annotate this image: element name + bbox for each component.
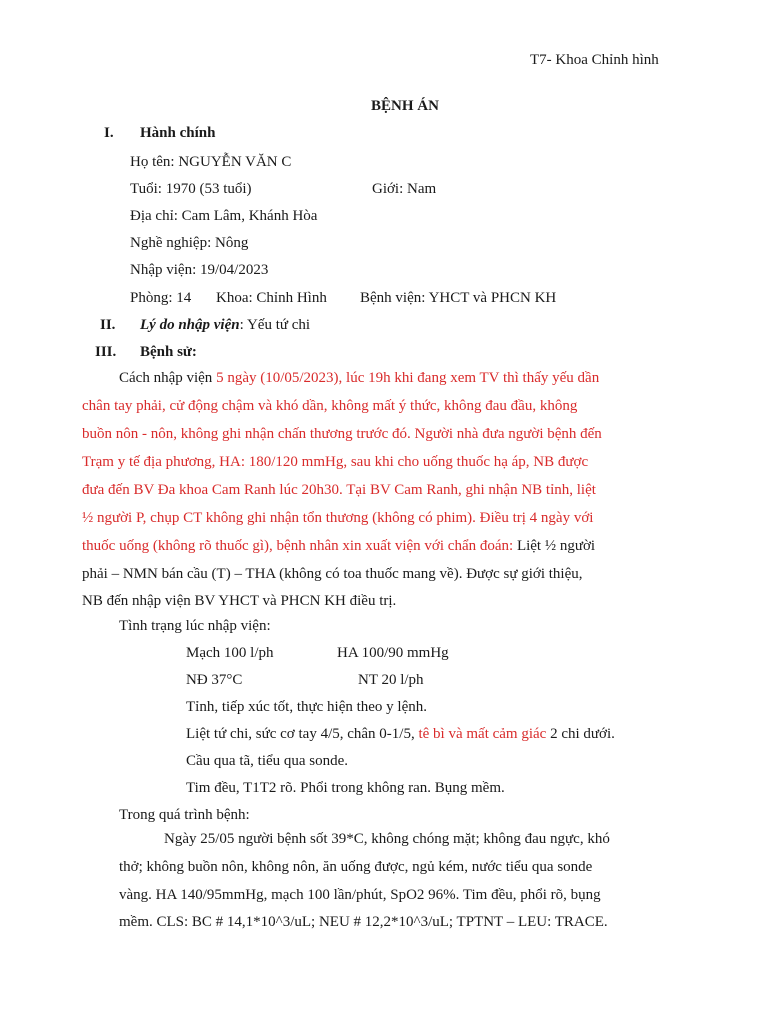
vital-pulse: Mạch 100 l/ph [186, 645, 274, 661]
history-line-2: chân tay phải, cử động chậm và khó dần, không mất ý thức, không đau đầu, không [82, 398, 578, 414]
exam-cardio: Tim đều, T1T2 rõ. Phổi trong không ran. Bụng mềm. [186, 780, 505, 796]
admission-reason-line [140, 315, 310, 335]
course-label: Trong quá trình bệnh: [119, 807, 250, 823]
vital-respiration: NT 20 l/ph [358, 672, 424, 688]
exam-text-highlight: tê bì và mất cảm giác [418, 726, 547, 742]
history-text-highlight: thuốc uống (không rõ thuốc gì), bệnh nhân xin xuất viện với chẩn đoán: [82, 538, 517, 554]
history-line-3: buồn nôn - nôn, không ghi nhận chấn thương trước đó. Người nhà đưa người bệnh đến [82, 426, 602, 442]
exam-text: 2 chi dưới. [546, 726, 615, 742]
hospital-name: Bệnh viện: YHCT và PHCN KH [360, 290, 557, 306]
history-line-6: ½ người P, chụp CT không ghi nhận tổn thương (không có phim). Điều trị 4 ngày với [82, 510, 594, 526]
patient-occupation: Nghề nghiệp: Nông [130, 235, 249, 251]
section-2-heading: Lý do nhập viện [140, 317, 240, 333]
section-1-heading: Hành chính [140, 125, 216, 141]
course-line-1: Ngày 25/05 người bệnh sốt 39*C, không chóng mặt; không đau ngực, khó [164, 831, 610, 847]
patient-age: Tuổi: 1970 (53 tuổi) [130, 181, 252, 197]
exam-motor [186, 724, 615, 744]
admission-status-label: Tình trạng lúc nhập viện: [119, 618, 271, 634]
section-2-number: II. [100, 317, 116, 333]
course-line-4: mềm. CLS: BC # 14,1*10^3/uL; NEU # 12,2*10^3/uL; TPTNT – LEU: TRACE. [119, 914, 608, 930]
patient-name: Họ tên: NGUYỄN VĂN C [130, 154, 292, 170]
history-line-8: phải – NMN bán cầu (T) – THA (không có toa thuốc mang về). Được sự giới thiệu, [82, 566, 583, 582]
patient-address: Địa chỉ: Cam Lâm, Khánh Hòa [130, 208, 318, 224]
admission-reason: Yếu tứ chi [243, 317, 311, 333]
course-line-2: thở; không buồn nôn, không nôn, ăn uống được, ngủ kém, nước tiểu qua sonde [119, 859, 593, 875]
history-text: Cách nhập viện [119, 370, 217, 386]
vital-blood-pressure: HA 100/90 mmHg [337, 645, 449, 661]
history-text: Liệt ½ người [516, 538, 596, 554]
header-department-note: T7- Khoa Chỉnh hình [530, 52, 659, 68]
history-line-7 [82, 536, 595, 556]
section-3-number: III. [95, 344, 117, 360]
section-1-number: I. [104, 125, 114, 141]
course-line-3: vàng. HA 140/95mmHg, mạch 100 lần/phút, SpO2 96%. Tim đều, phổi rõ, bụng [119, 887, 601, 903]
history-line-1 [119, 368, 599, 388]
section-3-heading: Bệnh sử: [140, 344, 197, 360]
history-line-9: NB đến nhập viện BV YHCT và PHCN KH điều trị. [82, 593, 397, 609]
exam-text: Liệt tứ chi, sức cơ tay 4/5, chân 0-1/5, [186, 726, 419, 742]
section-2-colon: : [239, 317, 244, 333]
history-line-4: Trạm y tế địa phương, HA: 180/120 mmHg, sau khi cho uống thuốc hạ áp, NB được [82, 454, 589, 470]
history-text-highlight: 5 ngày (10/05/2023), lúc 19h khi đang xem TV thì thấy yếu dần [216, 370, 600, 386]
document-title: BỆNH ÁN [371, 98, 439, 114]
patient-gender: Giới: Nam [372, 181, 437, 197]
room-number: Phòng: 14 [130, 290, 192, 306]
history-line-5: đưa đến BV Đa khoa Cam Ranh lúc 20h30. Tại BV Cam Ranh, ghi nhận NB tỉnh, liệt [82, 482, 596, 498]
exam-consciousness: Tỉnh, tiếp xúc tốt, thực hiện theo y lệnh. [186, 699, 427, 715]
department: Khoa: Chỉnh Hình [216, 290, 327, 306]
vital-temperature: NĐ 37°C [186, 672, 243, 688]
admission-date: Nhập viện: 19/04/2023 [130, 262, 269, 278]
exam-excretion: Cầu qua tã, tiểu qua sonde. [186, 753, 349, 769]
